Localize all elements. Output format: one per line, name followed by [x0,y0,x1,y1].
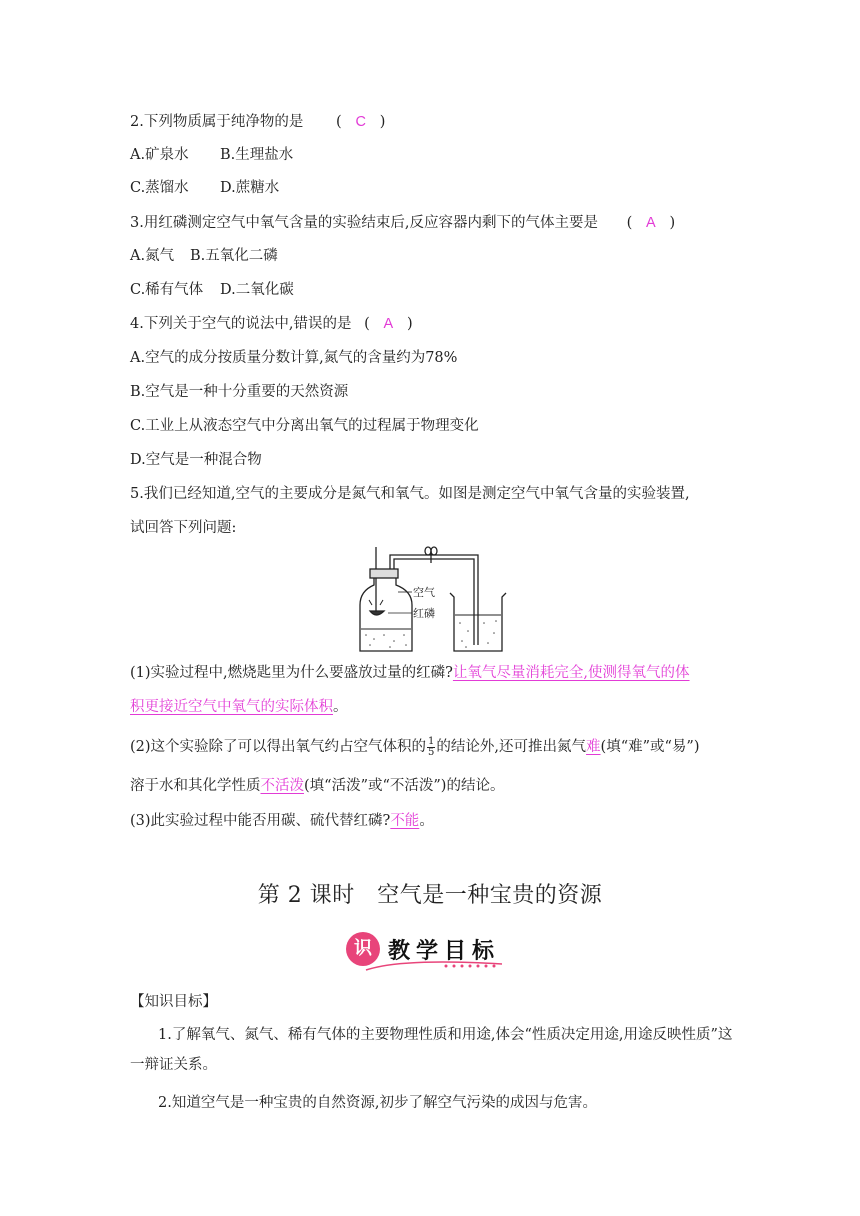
q4-answer: A [383,316,394,332]
q5-p3-answer: 不能 [390,813,420,829]
q4-option-c: C.工业上从液态空气中分离出氧气的过程属于物理变化 [130,418,479,434]
q5-p1-answer-2: 积更接近空气中氧气的实际体积 [130,699,333,715]
q5-p2-text-b: 的结论外,还可推出氮气 [436,739,587,755]
q3-options-row2 [130,279,294,301]
q5-p2-text-d: 溶于水和其化学性质 [130,778,261,794]
apparatus-figure [350,545,510,657]
label-air: 空气 [413,586,435,599]
q3-options-row1 [130,245,278,267]
q4-option-d: D.空气是一种混合物 [130,452,262,468]
q3-stem: 3.用红磷测定空气中氧气含量的实验结束后,反应容器内剩下的气体主要是 ( A ) [130,215,676,231]
q5-p2-text-c: (填“难”或“易”) [600,739,700,755]
q5-p3-text: (3)此实验过程中能否用碳、硫代替红磷? [130,813,391,829]
q5-p1-end: 。 [333,699,348,715]
fraction-denominator: 5 [428,746,435,758]
q5-p2-text-a: (2)这个实验除了可以得出氧气约占空气体积的 [130,739,427,755]
q3-option-b: B.五氧化二磷 [190,248,278,264]
q4-option-b: B.空气是一种十分重要的天然资源 [130,384,349,400]
q4-option-a: A.空气的成分按质量分数计算,氮气的含量约为78% [130,350,458,366]
section-heading: 【知识目标】 [130,994,217,1010]
q2-option-a: A.矿泉水 [130,147,189,163]
q5-p1-answer-1: 让氧气尽量消耗完全,使测得氧气的体 [452,665,690,681]
fraction [427,737,435,758]
q5-p1-text: (1)实验过程中,燃烧匙里为什么要盛放过量的红磷? [130,665,453,681]
objective-1: 1.了解氧气、氮气、稀有气体的主要物理性质和用途,体会“性质决定用途,用途反映性质”这一辩证关系。 [130,1027,733,1073]
q2-options-row1 [130,144,294,166]
q5-p2-line1 [130,736,700,758]
fraction-numerator: 1 [428,735,435,747]
delivery-tube [390,555,478,645]
objective-2: 2.知道空气是一种宝贵的自然资源,初步了解空气污染的成因与危害。 [158,1095,597,1111]
q5-p3 [130,810,434,832]
q5-p2-answer-1: 难 [586,739,601,755]
q3-option-a: A.氮气 [130,248,175,264]
q5-stem-line1: 5.我们已经知道,空气的主要成分是氮气和氧气。如图是测定空气中氧气含量的实验装置, [130,486,690,502]
q4-stem-text: 4.下列关于空气的说法中,错误的是 [130,316,352,332]
q5-p1-line2 [130,696,348,718]
knowledge-icon: 识 [346,932,380,966]
q2-option-d: D.蔗糖水 [220,180,280,196]
q4-stem: 4.下列关于空气的说法中,错误的是 ( A ) [130,316,413,332]
stopper [370,569,398,578]
q5-p1-line1 [130,662,690,684]
phosphorus [370,611,384,615]
q3-option-d: D.二氧化碳 [220,282,294,298]
lesson-title: 第 2 课时 空气是一种宝贵的资源 [257,883,603,908]
q2-answer: C [355,114,366,130]
q5-p3-end: 。 [419,813,434,829]
q3-answer: A [646,215,656,231]
label-phosphorus: 红磷 [413,607,435,620]
q5-p2-text-e: (填“活泼”或“不活泼”)的结论。 [304,778,505,794]
teaching-goals-badge [342,928,512,976]
q5-p2-line2 [130,775,504,797]
q2-option-b: B.生理盐水 [220,147,294,163]
q2-stem-text: 2.下列物质属于纯净物的是 [130,114,304,130]
q3-option-c: C.稀有气体 [130,282,204,298]
flask [360,578,412,651]
q2-options-row2 [130,177,280,199]
q5-stem-line2: 试回答下列问题: [130,520,237,536]
q2-option-c: C.蒸馏水 [130,180,189,196]
q2-stem: 2.下列物质属于纯净物的是 ( C ) [130,114,386,130]
q5-p2-answer-2: 不活泼 [260,778,304,794]
badge-label: 教学目标 [388,939,501,964]
q3-stem-text: 3.用红磷测定空气中氧气含量的实验结束后,反应容器内剩下的气体主要是 [130,215,598,231]
